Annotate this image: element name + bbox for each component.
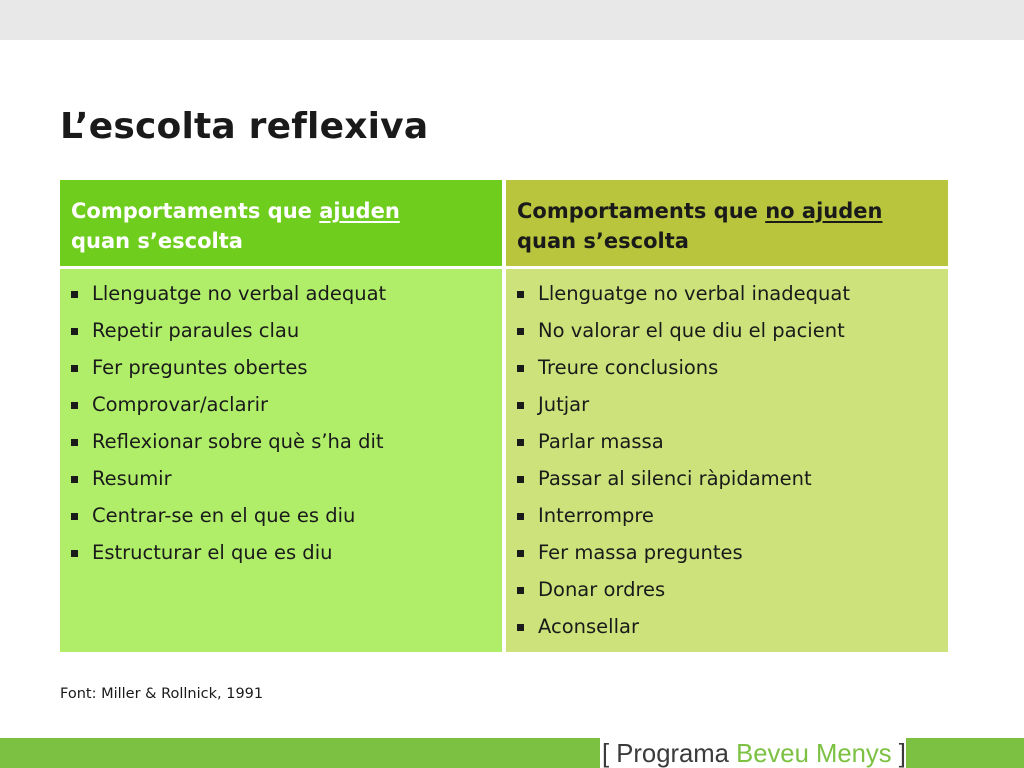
list-item: Passar al silenci ràpidament <box>517 466 850 503</box>
list-item: Parlar massa <box>517 429 850 466</box>
list-item: Jutjar <box>517 392 850 429</box>
list-item: Donar ordres <box>517 577 850 614</box>
header-helpful-behaviors <box>60 180 502 266</box>
square-bullet-icon <box>71 550 78 557</box>
logo-open-bracket: [ <box>601 738 610 768</box>
comparison-table <box>60 180 948 652</box>
square-bullet-icon <box>517 402 524 409</box>
logo-close-bracket: ] <box>898 738 906 768</box>
list-item: Resumir <box>71 466 386 503</box>
slide-title: L’escolta reflexiva <box>60 106 429 147</box>
list-item: Llenguatge no verbal inadequat <box>517 281 850 318</box>
square-bullet-icon <box>517 328 524 335</box>
list-item: Treure conclusions <box>517 355 850 392</box>
list-item: Fer preguntes obertes <box>71 355 386 392</box>
header-unhelpful-behaviors <box>506 180 948 266</box>
unhelpful-behaviors-list <box>517 281 850 651</box>
logo-word-programa: Programa <box>616 738 729 768</box>
unhelpful-behaviors-cell <box>506 269 948 652</box>
square-bullet-icon <box>71 402 78 409</box>
square-bullet-icon <box>71 328 78 335</box>
header-helpful-text <box>71 196 400 256</box>
logo-word-beveu-menys: Beveu Menys <box>736 738 892 768</box>
header-helpful-prefix: Comportaments que <box>71 199 320 223</box>
square-bullet-icon <box>517 550 524 557</box>
square-bullet-icon <box>71 439 78 446</box>
helpful-behaviors-cell <box>60 269 502 652</box>
list-item: Repetir paraules clau <box>71 318 386 355</box>
square-bullet-icon <box>71 365 78 372</box>
list-item: Aconsellar <box>517 614 850 651</box>
square-bullet-icon <box>517 365 524 372</box>
top-band <box>0 0 1024 40</box>
header-unhelpful-text <box>517 196 882 256</box>
square-bullet-icon <box>71 513 78 520</box>
list-item: Centrar-se en el que es diu <box>71 503 386 540</box>
list-item: Fer massa preguntes <box>517 540 850 577</box>
header-unhelpful-emphasis: no ajuden <box>765 199 883 223</box>
program-logo <box>600 738 906 768</box>
list-item: No valorar el que diu el pacient <box>517 318 850 355</box>
square-bullet-icon <box>517 291 524 298</box>
square-bullet-icon <box>517 476 524 483</box>
list-item: Reflexionar sobre què s’ha dit <box>71 429 386 466</box>
header-unhelpful-prefix: Comportaments que <box>517 199 766 223</box>
list-item: Interrompre <box>517 503 850 540</box>
square-bullet-icon <box>517 587 524 594</box>
list-item: Estructurar el que es diu <box>71 540 386 577</box>
square-bullet-icon <box>517 439 524 446</box>
header-helpful-line2: quan s’escolta <box>71 229 243 253</box>
source-citation: Font: Miller & Rollnick, 1991 <box>60 686 264 702</box>
list-item: Llenguatge no verbal adequat <box>71 281 386 318</box>
header-helpful-emphasis: ajuden <box>319 199 400 223</box>
helpful-behaviors-list <box>71 281 386 577</box>
header-unhelpful-line2: quan s’escolta <box>517 229 689 253</box>
list-item: Comprovar/aclarir <box>71 392 386 429</box>
square-bullet-icon <box>71 476 78 483</box>
square-bullet-icon <box>517 513 524 520</box>
square-bullet-icon <box>517 624 524 631</box>
square-bullet-icon <box>71 291 78 298</box>
